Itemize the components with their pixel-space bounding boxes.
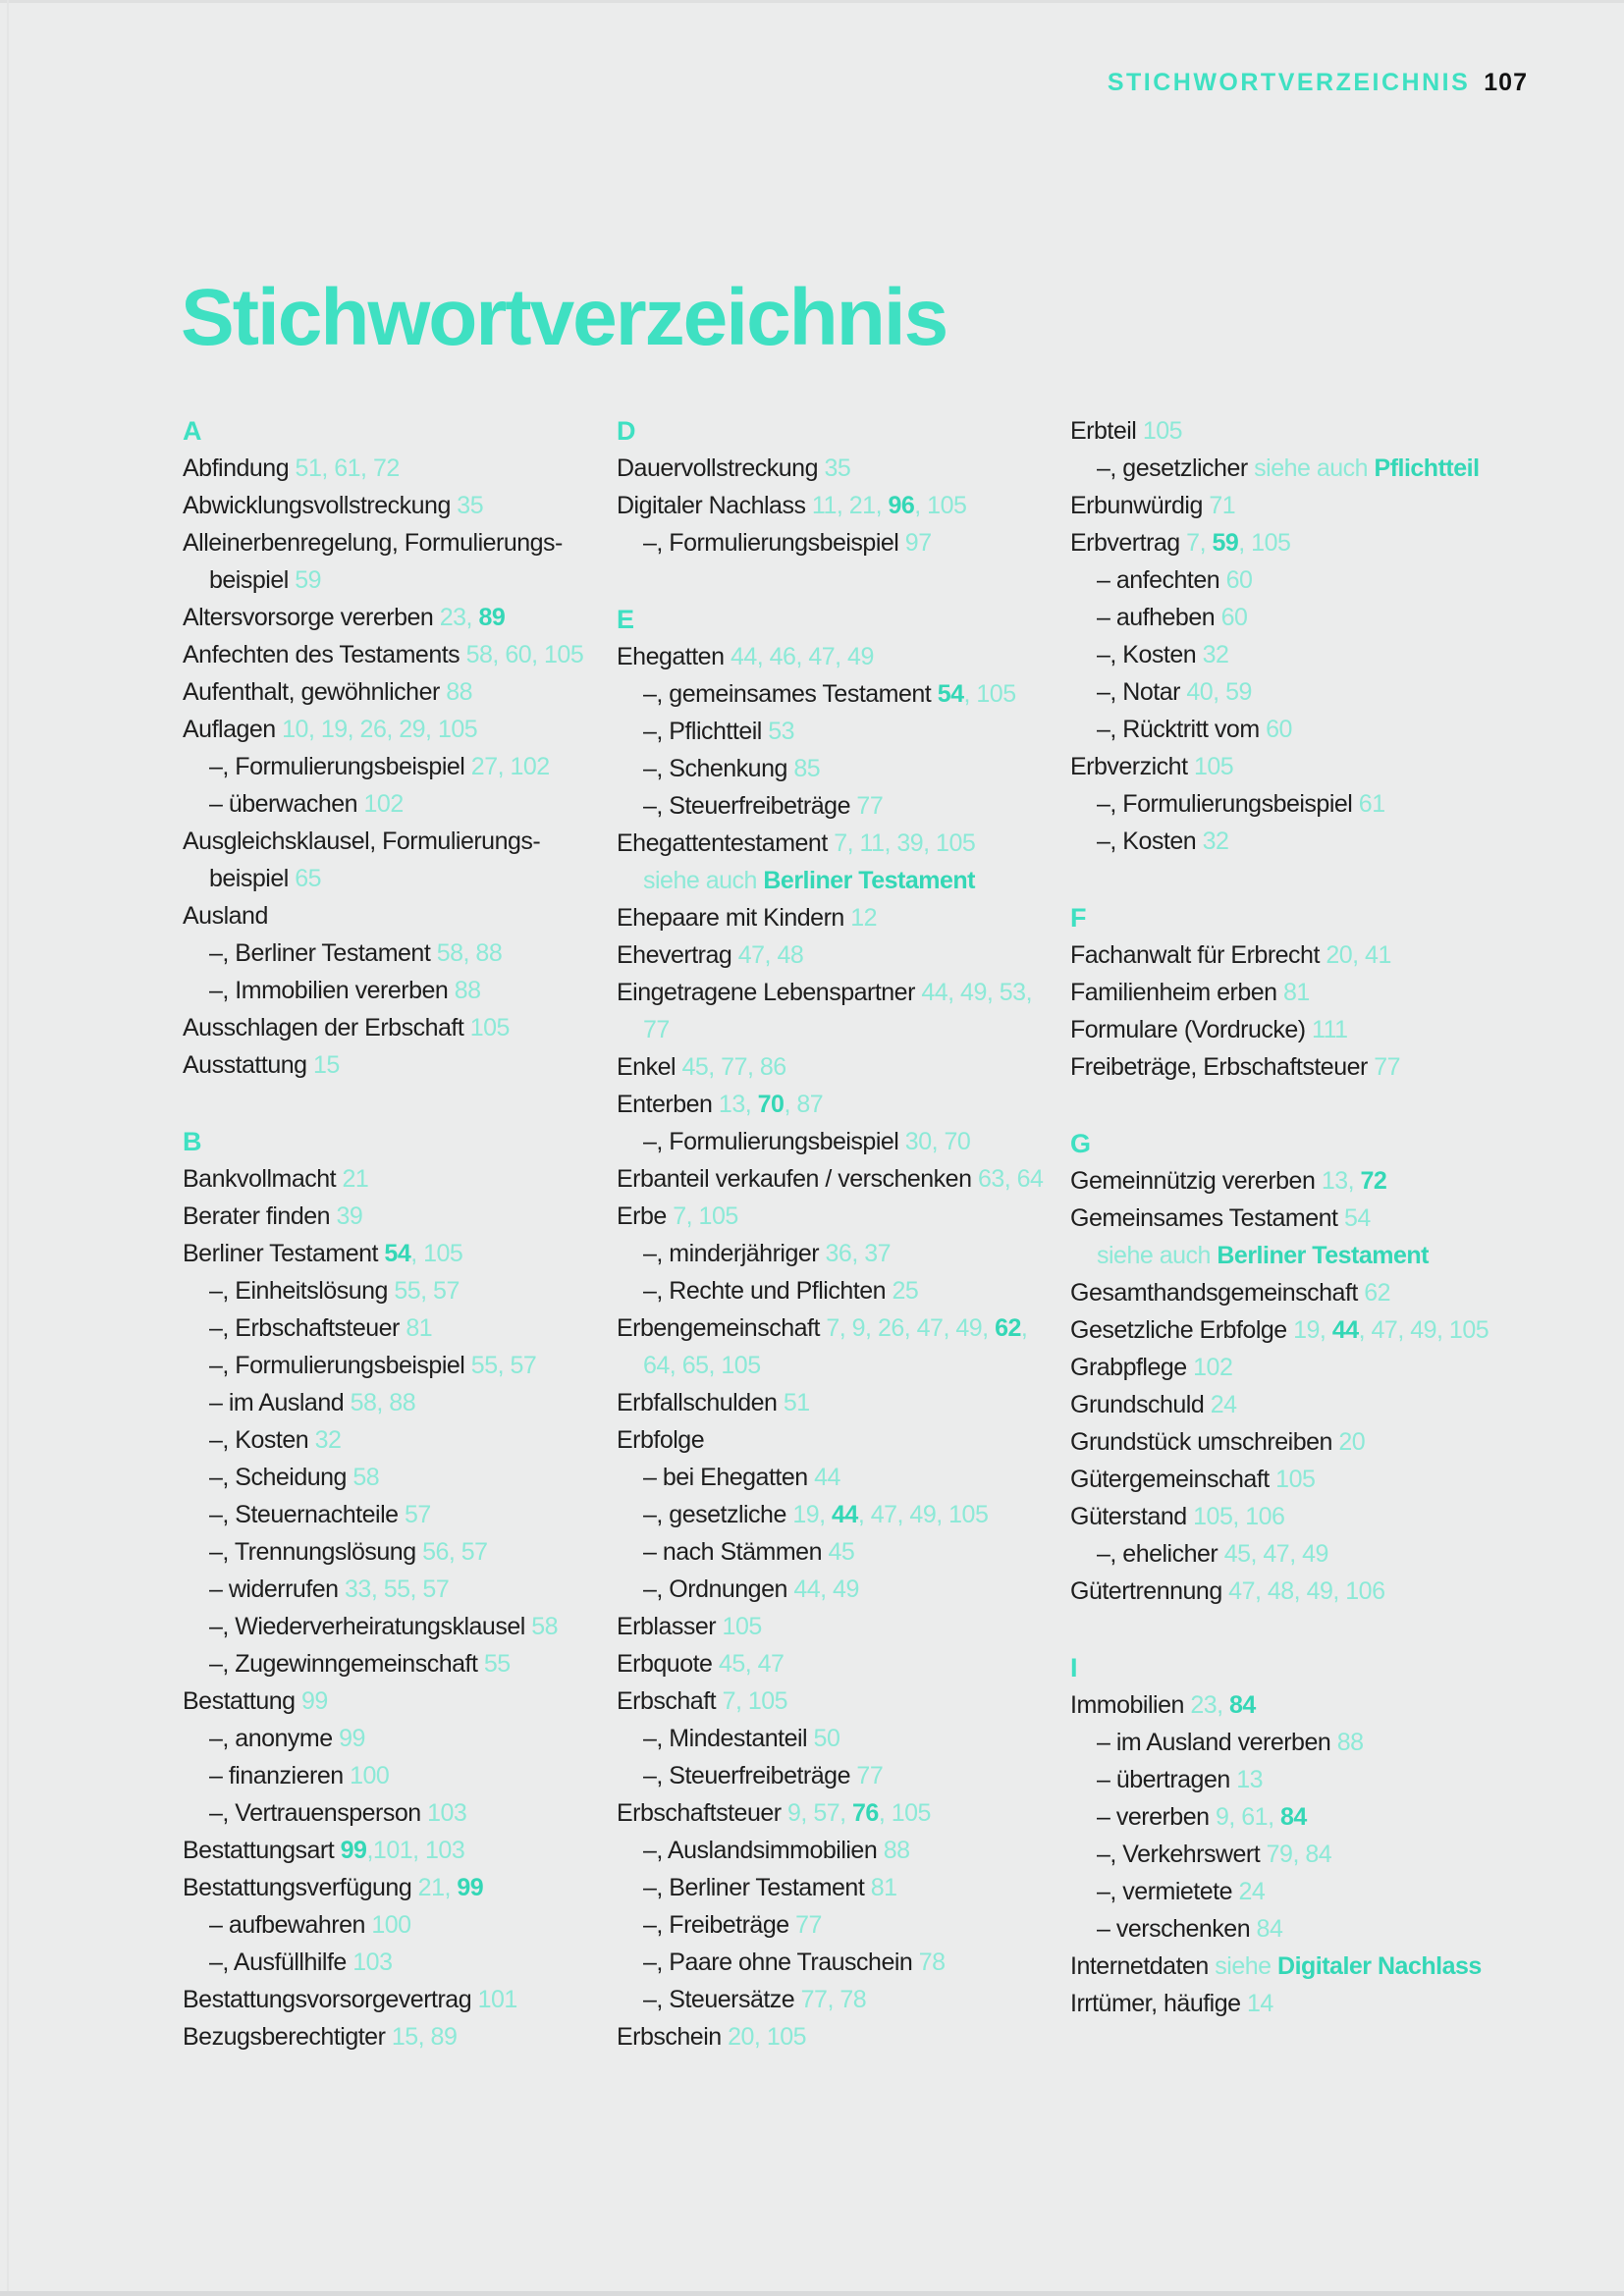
- section-letter: E: [617, 605, 635, 634]
- index-column: [1070, 412, 1526, 2056]
- index-entry: Enkel 45, 77, 86: [617, 1053, 786, 1081]
- index-entry: Grundschuld 24: [1070, 1391, 1237, 1418]
- index-entry: – bei Ehegatten 44: [643, 1464, 840, 1491]
- index-entry: – im Ausland 58, 88: [209, 1389, 416, 1416]
- section-letter: A: [183, 416, 202, 446]
- index-entry: Abwicklungsvollstreckung 35: [183, 492, 484, 519]
- index-entry: Aufenthalt, gewöhnlicher 88: [183, 678, 473, 706]
- index-column: [617, 412, 1070, 2056]
- index-entry: Erbschaft 7, 105: [617, 1687, 788, 1715]
- index-entry: Ausschlagen der Erbschaft 105: [183, 1014, 510, 1041]
- index-entry: Bestattungsverfügung 21, 99: [183, 1874, 484, 1901]
- index-entry: Grundstück umschreiben 20: [1070, 1428, 1366, 1456]
- index-entry: Ausland: [183, 902, 268, 930]
- index-columns: [183, 412, 1526, 2056]
- index-entry: Altersvorsorge vererben 23, 89: [183, 604, 506, 631]
- index-entry: Erbunwürdig 71: [1070, 492, 1236, 519]
- index-entry: Berater finden 39: [183, 1202, 363, 1230]
- index-entry: – vererben 9, 61, 84: [1097, 1803, 1307, 1831]
- page-left-edge: [7, 0, 9, 2296]
- index-entry: –, Kosten 32: [1097, 641, 1229, 668]
- index-entry: Grabpflege 102: [1070, 1354, 1233, 1381]
- index-entry: Bestattungsvorsorgevertrag 101: [183, 1986, 517, 2013]
- index-entry: –, Steuerfreibeträge 77: [643, 792, 884, 820]
- index-entry: Bankvollmacht 21: [183, 1165, 369, 1193]
- index-entry: –, Steuernachteile 57: [209, 1501, 431, 1528]
- index-entry: Dauervollstreckung 35: [617, 454, 851, 482]
- index-entry: Erbschaftsteuer 9, 57, 76, 105: [617, 1799, 931, 1827]
- index-entry: Immobilien 23, 84: [1070, 1691, 1256, 1719]
- index-entry: Eingetragene Lebenspartner 44, 49, 53, 77: [617, 979, 1033, 1043]
- index-entry: – aufbewahren 100: [209, 1911, 411, 1939]
- index-entry: – überwachen 102: [209, 790, 404, 818]
- index-entry: –, Steuersätze 77, 78: [643, 1986, 867, 2013]
- running-header: [1108, 69, 1528, 97]
- index-entry: –, Verkehrswert 79, 84: [1097, 1841, 1332, 1868]
- index-entry: –, Rechte und Pflichten 25: [643, 1277, 919, 1305]
- section-letter: D: [617, 416, 636, 446]
- index-entry: Erbe 7, 105: [617, 1202, 738, 1230]
- index-entry: Erbfallschulden 51: [617, 1389, 810, 1416]
- index-entry: Auflagen 10, 19, 26, 29, 105: [183, 716, 478, 743]
- index-entry: –, Freibeträge 77: [643, 1911, 822, 1939]
- index-entry: –, gesetzliche 19, 44, 47, 49, 105: [643, 1501, 989, 1528]
- index-entry: – im Ausland vererben 88: [1097, 1729, 1364, 1756]
- index-entry: siehe auch Berliner Testament: [643, 867, 975, 894]
- index-entry: Berliner Testament 54, 105: [183, 1240, 463, 1267]
- index-entry: –, Erbschaftsteuer 81: [209, 1314, 433, 1342]
- index-entry: Erblasser 105: [617, 1613, 762, 1640]
- index-entry: Formulare (Vordrucke) 111: [1070, 1016, 1348, 1043]
- index-entry: –, gesetzlicher siehe auch Pflichtteil: [1097, 454, 1480, 482]
- index-entry: Ehepaare mit Kindern 12: [617, 904, 878, 932]
- index-entry: –, Kosten 32: [1097, 828, 1229, 855]
- index-entry: Bestattungsart 99,101, 103: [183, 1837, 465, 1864]
- index-entry: –, Kosten 32: [209, 1426, 342, 1454]
- page-bottom-edge: [0, 2291, 1624, 2296]
- index-entry: siehe auch Berliner Testament: [1097, 1242, 1429, 1269]
- index-entry: –, Zugewinngemeinschaft 55: [209, 1650, 511, 1678]
- index-entry: –, Einheitslösung 55, 57: [209, 1277, 460, 1305]
- page-number: 107: [1484, 69, 1528, 96]
- index-entry: –, Formulierungsbeispiel 27, 102: [209, 753, 550, 780]
- running-header-label: STICHWORTVERZEICHNIS: [1107, 69, 1471, 96]
- index-entry: Bestattung 99: [183, 1687, 328, 1715]
- index-entry: –, Mindestanteil 50: [643, 1725, 840, 1752]
- index-entry: – anfechten 60: [1097, 566, 1253, 594]
- page-title: Stichwortverzeichnis: [181, 273, 947, 362]
- section-letter: B: [183, 1127, 202, 1156]
- section-letter: F: [1070, 903, 1087, 933]
- index-entry: Abfindung 51, 61, 72: [183, 454, 400, 482]
- section-letter: G: [1070, 1129, 1092, 1158]
- index-entry: –, Paare ohne Trauschein 78: [643, 1949, 946, 1976]
- section-letter: I: [1070, 1653, 1078, 1682]
- index-entry: –, minderjähriger 36, 37: [643, 1240, 892, 1267]
- index-entry: Irrtümer, häufige 14: [1070, 1990, 1273, 2017]
- index-entry: –, Auslandsimmobilien 88: [643, 1837, 910, 1864]
- index-entry: Gemeinsames Testament 54: [1070, 1204, 1371, 1232]
- index-entry: Alleinerbenregelung, Formulierungs- beispiel 59: [183, 529, 563, 594]
- index-entry: Erbfolge: [617, 1426, 705, 1454]
- index-entry: –, gemeinsames Testament 54, 105: [643, 680, 1016, 708]
- index-entry: Erbquote 45, 47: [617, 1650, 785, 1678]
- index-entry: –, Wiederverheiratungsklausel 58: [209, 1613, 559, 1640]
- index-entry: Internetdaten siehe Digitaler Nachlass: [1070, 1952, 1482, 1980]
- index-entry: –, Scheidung 58: [209, 1464, 380, 1491]
- index-entry: Ausgleichsklausel, Formulierungs- beispiel 65: [183, 828, 541, 892]
- index-entry: Gesamthandsgemeinschaft 62: [1070, 1279, 1391, 1307]
- index-column: [183, 412, 617, 2056]
- index-entry: Ehegatten 44, 46, 47, 49: [617, 643, 874, 670]
- index-entry: –, Ordnungen 44, 49: [643, 1575, 859, 1603]
- index-entry: Erbvertrag 7, 59, 105: [1070, 529, 1291, 557]
- index-entry: – aufheben 60: [1097, 604, 1248, 631]
- index-entry: Freibeträge, Erbschaftsteuer 77: [1070, 1053, 1401, 1081]
- index-entry: – widerrufen 33, 55, 57: [209, 1575, 450, 1603]
- index-entry: – finanzieren 100: [209, 1762, 390, 1789]
- index-entry: Gütergemeinschaft 105: [1070, 1466, 1316, 1493]
- index-entry: Familienheim erben 81: [1070, 979, 1310, 1006]
- index-entry: – nach Stämmen 45: [643, 1538, 855, 1566]
- index-entry: –, Trennungslösung 56, 57: [209, 1538, 488, 1566]
- index-entry: Gemeinnützig vererben 13, 72: [1070, 1167, 1387, 1195]
- index-entry: Güterstand 105, 106: [1070, 1503, 1285, 1530]
- index-entry: –, Schenkung 85: [643, 755, 821, 782]
- index-entry: Ausstattung 15: [183, 1051, 340, 1079]
- page-top-edge: [0, 0, 1624, 3]
- index-entry: –, Steuerfreibeträge 77: [643, 1762, 884, 1789]
- index-entry: –, Ausfüllhilfe 103: [209, 1949, 393, 1976]
- index-entry: –, Vertrauensperson 103: [209, 1799, 467, 1827]
- index-entry: – verschenken 84: [1097, 1915, 1283, 1943]
- index-entry: Gütertrennung 47, 48, 49, 106: [1070, 1577, 1385, 1605]
- index-entry: –, Formulierungsbeispiel 97: [643, 529, 932, 557]
- index-entry: Erbverzicht 105: [1070, 753, 1234, 780]
- index-entry: –, Berliner Testament 81: [643, 1874, 897, 1901]
- index-entry: –, Berliner Testament 58, 88: [209, 939, 503, 967]
- index-entry: –, anonyme 99: [209, 1725, 365, 1752]
- index-entry: –, Formulierungsbeispiel 55, 57: [209, 1352, 537, 1379]
- index-entry: –, ehelicher 45, 47, 49: [1097, 1540, 1328, 1568]
- index-entry: –, Formulierungsbeispiel 30, 70: [643, 1128, 971, 1155]
- index-entry: Erbschein 20, 105: [617, 2023, 807, 2051]
- index-entry: Enterben 13, 70, 87: [617, 1091, 824, 1118]
- index-entry: –, Formulierungsbeispiel 61: [1097, 790, 1385, 818]
- index-entry: Digitaler Nachlass 11, 21, 96, 105: [617, 492, 967, 519]
- index-entry: Ehevertrag 47, 48: [617, 941, 804, 969]
- index-entry: Erbteil 105: [1070, 417, 1183, 445]
- index-entry: –, Immobilien vererben 88: [209, 977, 481, 1004]
- index-entry: Erbanteil verkaufen / verschenken 63, 64: [617, 1165, 1044, 1193]
- index-entry: –, Pflichtteil 53: [643, 718, 795, 745]
- index-entry: Bezugsberechtigter 15, 89: [183, 2023, 458, 2051]
- index-entry: – übertragen 13: [1097, 1766, 1264, 1793]
- index-entry: –, Rücktritt vom 60: [1097, 716, 1292, 743]
- index-entry: –, vermietete 24: [1097, 1878, 1266, 1905]
- index-entry: –, Notar 40, 59: [1097, 678, 1252, 706]
- index-entry: Fachanwalt für Erbrecht 20, 41: [1070, 941, 1391, 969]
- index-entry: Gesetzliche Erbfolge 19, 44, 47, 49, 105: [1070, 1316, 1489, 1344]
- index-entry: Anfechten des Testaments 58, 60, 105: [183, 641, 584, 668]
- index-entry: Ehegattentestament 7, 11, 39, 105: [617, 829, 976, 857]
- index-entry: Erbengemeinschaft 7, 9, 26, 47, 49, 62, 64, 65, 105: [617, 1314, 1028, 1379]
